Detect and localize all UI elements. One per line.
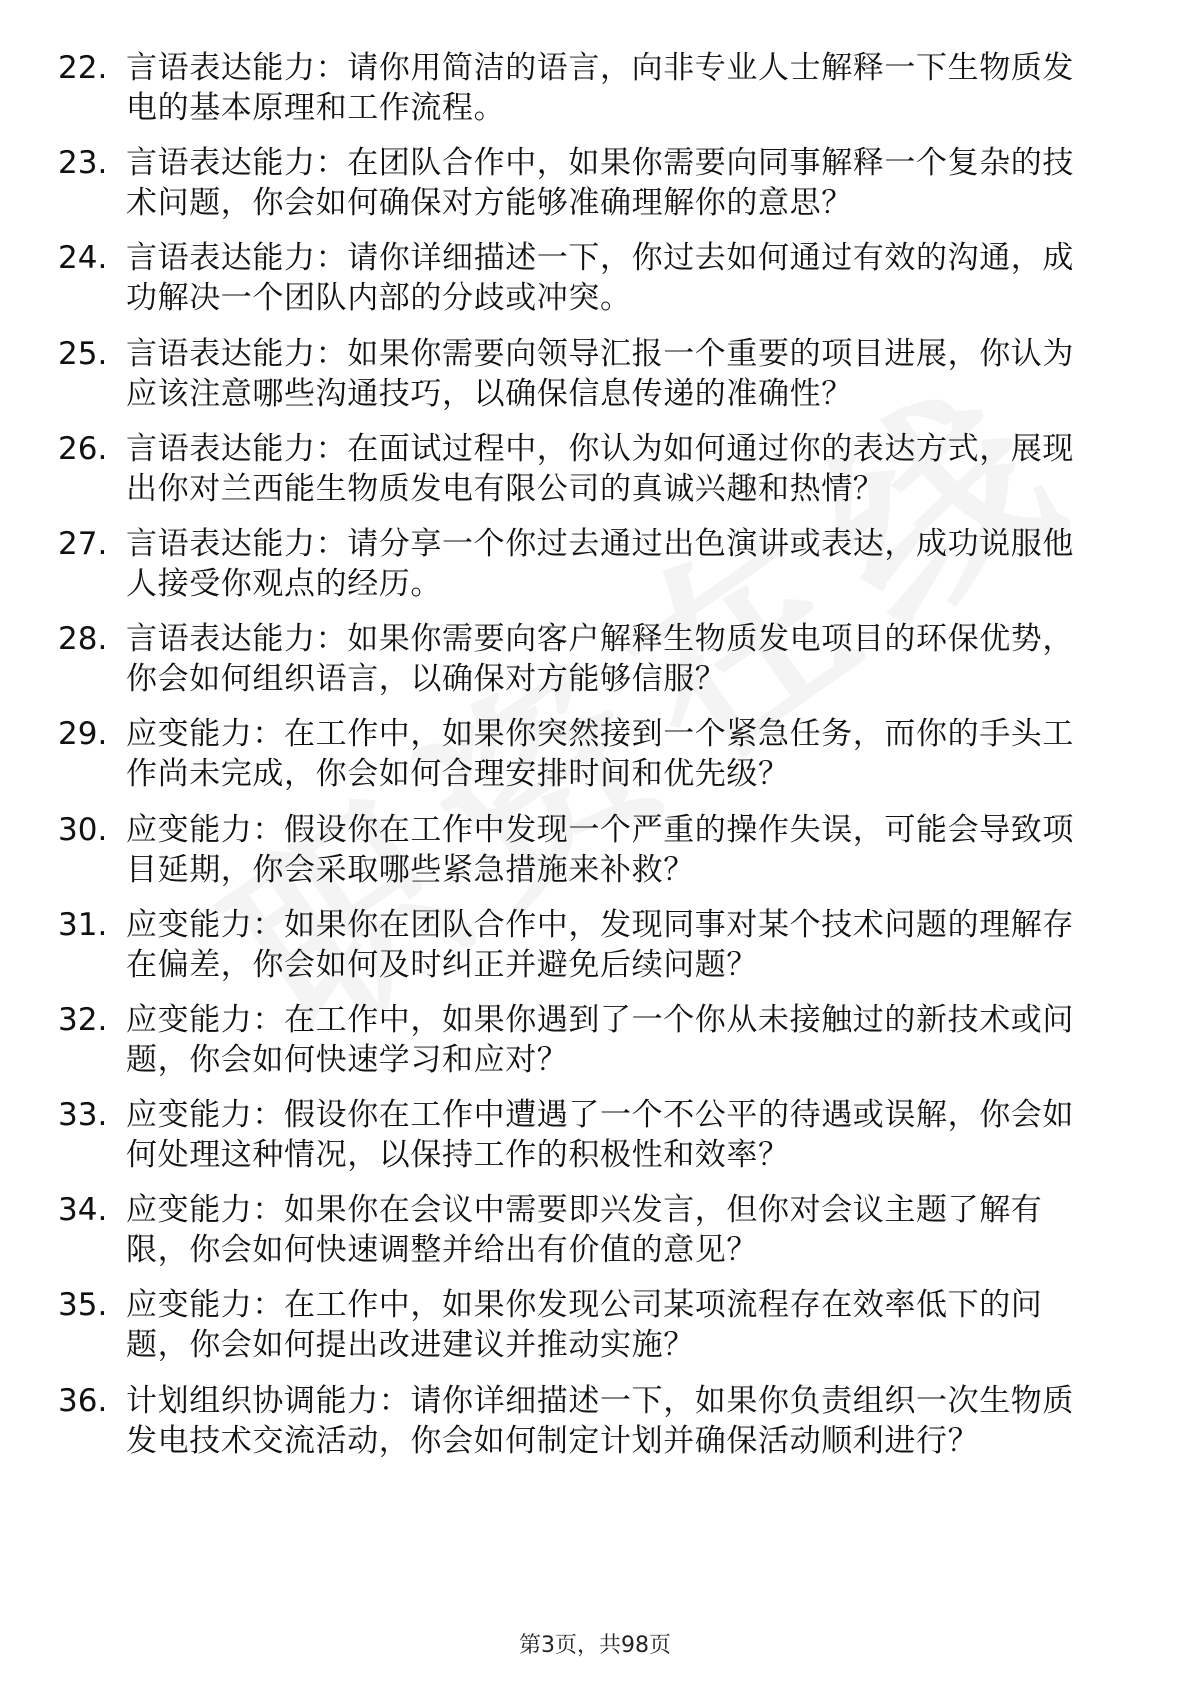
question-item: [58, 48, 1098, 128]
question-text: 言语表达能力：请你用简洁的语言，向非专业人士解释一下生物质发电的基本原理和工作流程。: [126, 50, 1074, 126]
question-text: 言语表达能力：在团队合作中，如果你需要向同事解释一个复杂的技术问题，你会如何确保对方能够准确理解你的意思？: [126, 145, 1074, 222]
question-number: 25.: [58, 335, 108, 372]
question-text: 应变能力：如果你在团队合作中，发现同事对某个技术问题的理解存在偏差，你会如何及时纠正并避免后续问题？: [126, 906, 1074, 983]
question-item: [58, 1381, 1098, 1461]
question-number: 35.: [58, 1287, 108, 1324]
question-text: 言语表达能力：如果你需要向领导汇报一个重要的项目进展，你认为应该注意哪些沟通技巧，以确保信息传递的准确性？: [126, 335, 1074, 412]
question-item: [58, 810, 1098, 890]
question-text: 应变能力：在工作中，如果你发现公司某项流程存在效率低下的问题，你会如何提出改进建议并推动实施？: [126, 1287, 1043, 1364]
question-number: 28.: [58, 621, 108, 658]
question-text: 计划组织协调能力：请你详细描述一下，如果你负责组织一次生物质发电技术交流活动，你会如何制定计划并确保活动顺利进行？: [126, 1382, 1074, 1459]
question-number: 22.: [58, 50, 108, 86]
question-item: [58, 1000, 1098, 1080]
question-text: 应变能力：在工作中，如果你遇到了一个你从未接触过的新技术或问题，你会如何快速学习和应对？: [126, 1001, 1074, 1078]
question-item: [58, 238, 1098, 318]
question-item: [58, 1095, 1098, 1175]
question-number: 30.: [58, 811, 108, 848]
question-text: 言语表达能力：如果你需要向客户解释生物质发电项目的环保优势，你会如何组织语言，以确保对方能够信服？: [126, 621, 1074, 698]
question-item: [58, 619, 1098, 699]
question-number: 27.: [58, 525, 108, 562]
question-number: 23.: [58, 145, 108, 182]
question-text: 言语表达能力：请你详细描述一下，你过去如何通过有效的沟通，成功解决一个团队内部的分歧或冲突。: [126, 240, 1074, 317]
question-number: 24.: [58, 240, 108, 277]
question-item: [58, 334, 1098, 414]
question-number: 33.: [58, 1097, 108, 1134]
question-number: 29.: [58, 716, 108, 753]
question-text: 应变能力：假设你在工作中发现一个严重的操作失误，可能会导致项目延期，你会采取哪些紧急措施来补救？: [126, 811, 1074, 888]
question-text: 应变能力：假设你在工作中遭遇了一个不公平的待遇或误解，你会如何处理这种情况，以保持工作的积极性和效率？: [126, 1097, 1074, 1174]
question-item: [58, 1190, 1098, 1270]
question-item: [58, 1285, 1098, 1365]
question-text: 应变能力：在工作中，如果你突然接到一个紧急任务，而你的手头工作尚未完成，你会如何合理安排时间和优先级？: [126, 716, 1074, 793]
question-item: [58, 524, 1098, 604]
question-number: 34.: [58, 1192, 108, 1229]
question-number: 36.: [58, 1382, 108, 1419]
question-item: [58, 143, 1098, 223]
question-text: 应变能力：如果你在会议中需要即兴发言，但你对会议主题了解有限，你会如何快速调整并给出有价值的意见？: [126, 1192, 1043, 1269]
question-number: 31.: [58, 906, 108, 943]
page-footer: 第3页，共98页: [519, 1633, 671, 1658]
question-list: [58, 48, 1098, 1476]
question-number: 26.: [58, 430, 108, 467]
question-item: [58, 429, 1098, 509]
question-text: 言语表达能力：在面试过程中，你认为如何通过你的表达方式，展现出你对兰西能生物质发电有限公司的真诚兴趣和热情？: [126, 430, 1074, 507]
question-text: 言语表达能力：请分享一个你过去通过出色演讲或表达，成功说服他人接受你观点的经历。: [126, 525, 1074, 602]
question-item: [58, 714, 1098, 794]
question-number: 32.: [58, 1001, 108, 1038]
question-item: [58, 905, 1098, 985]
